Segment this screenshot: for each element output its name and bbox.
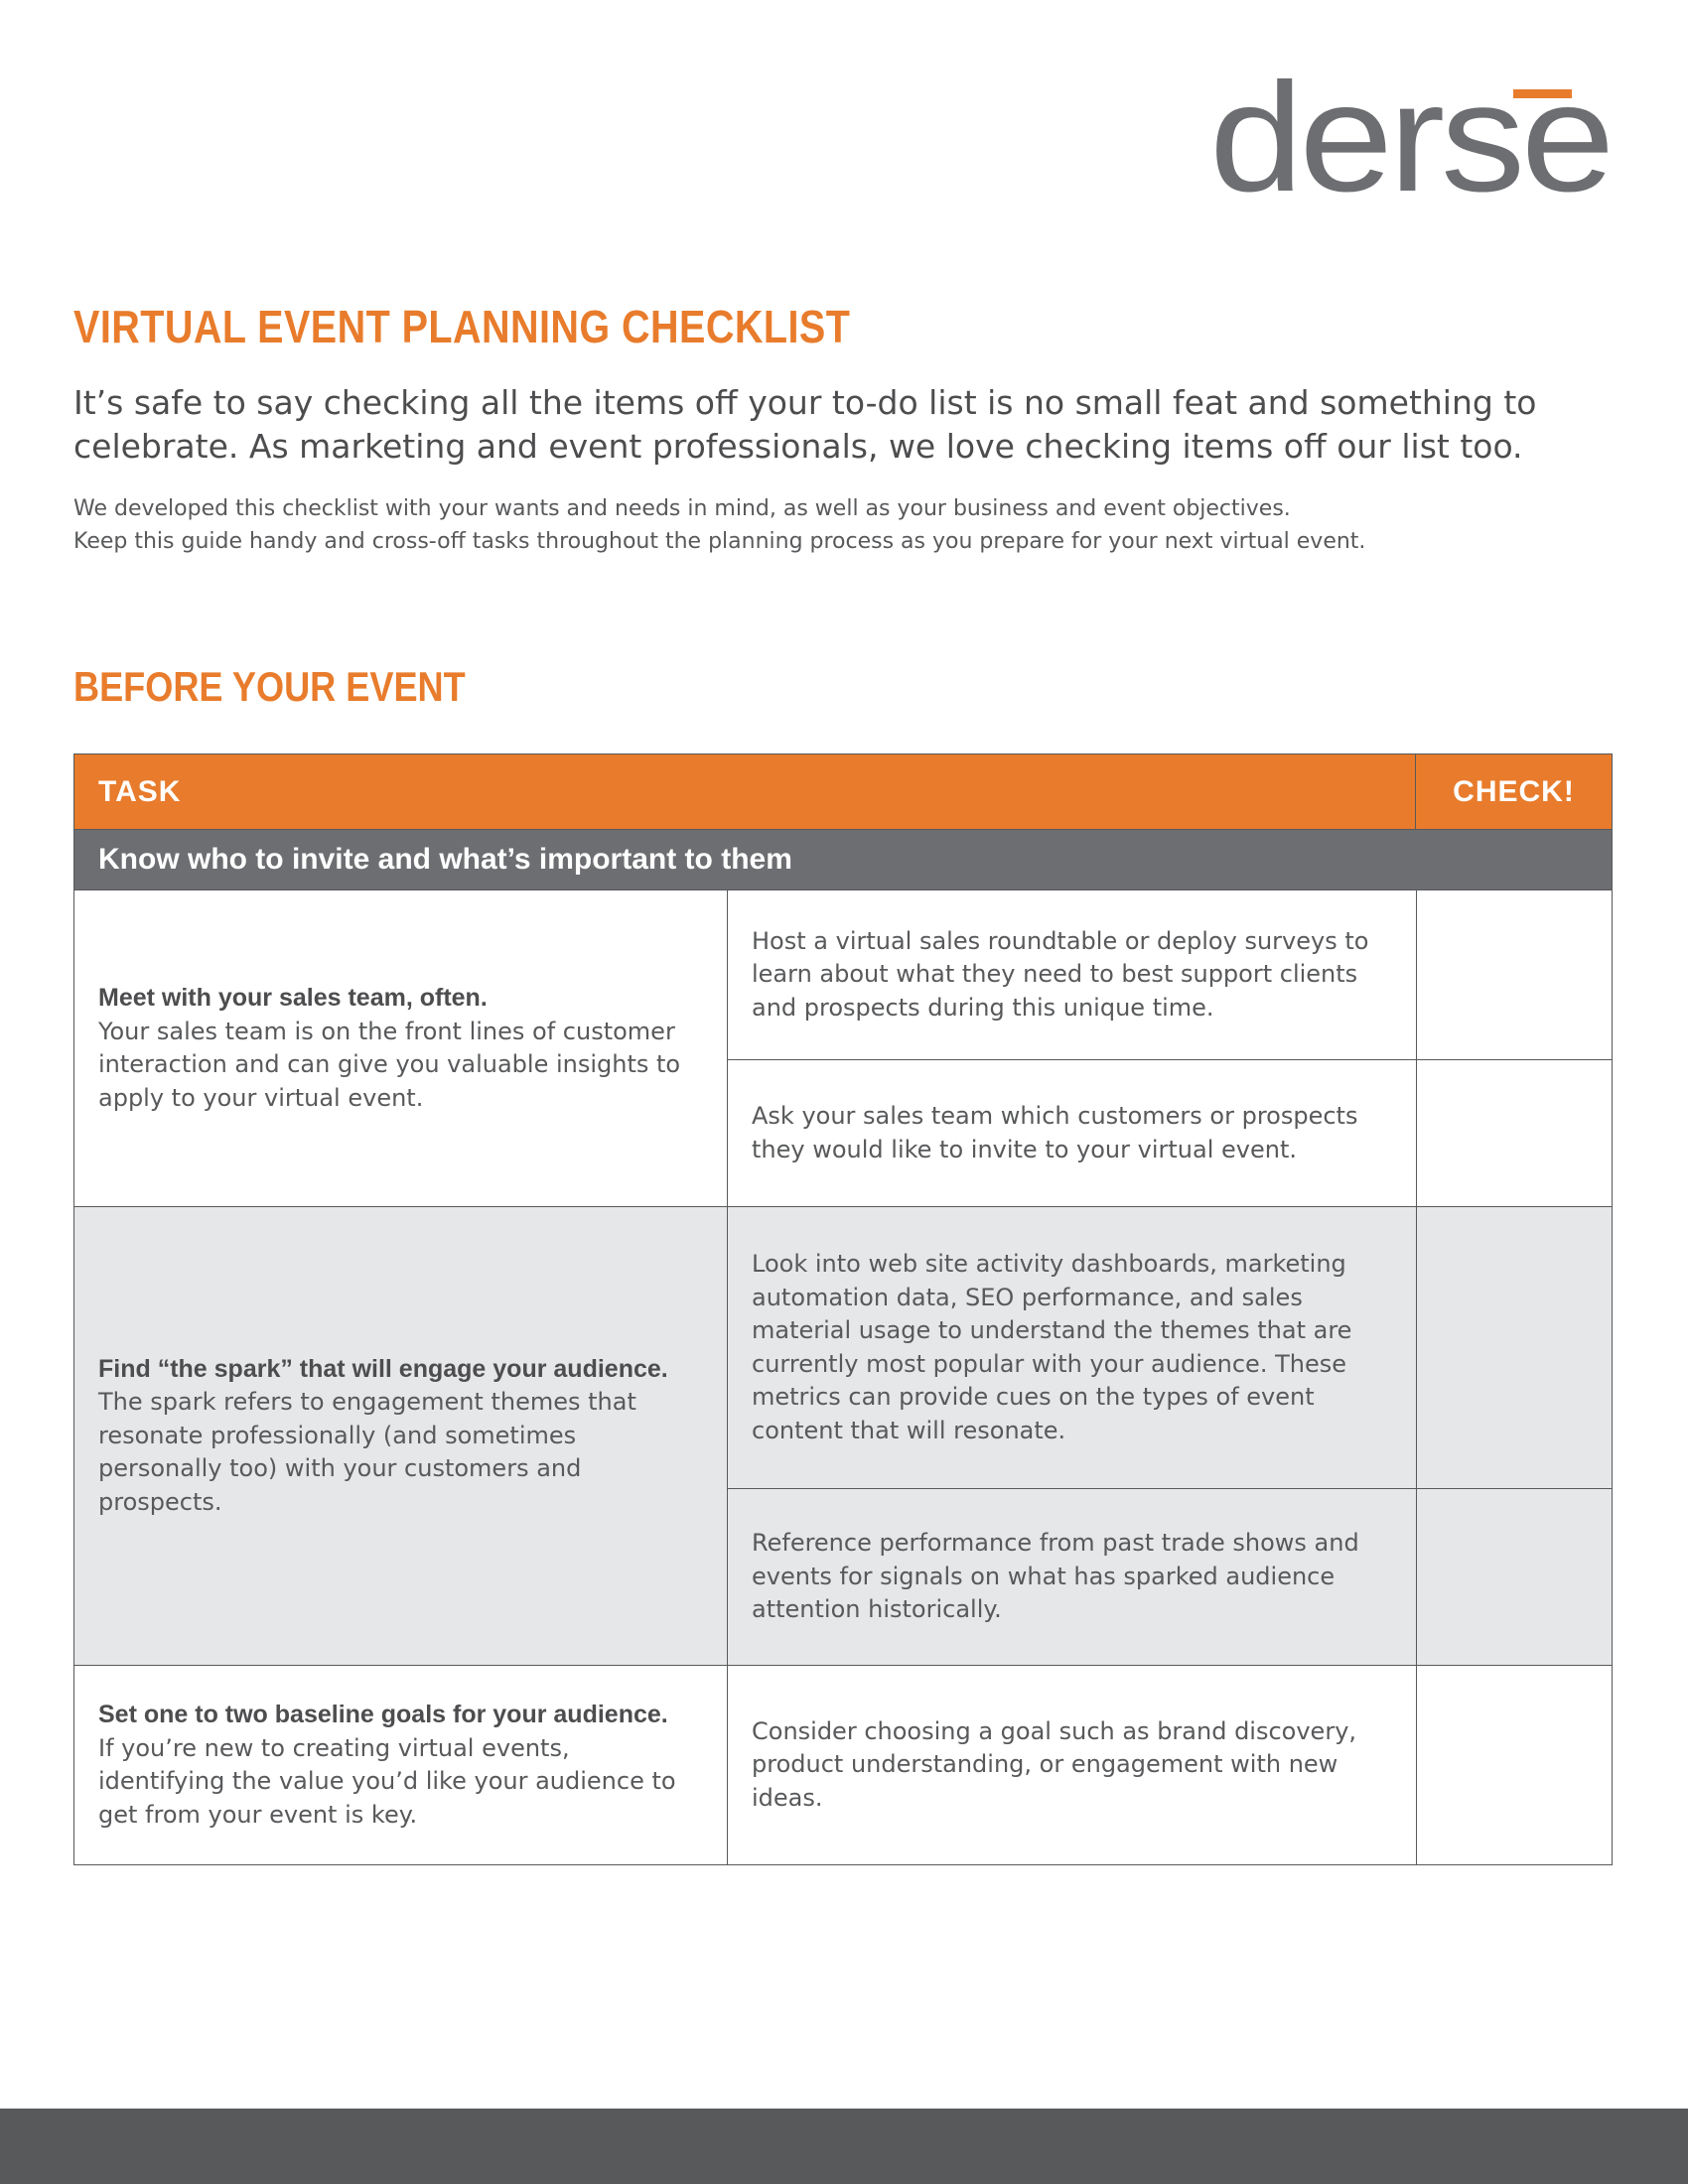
task-item-text: Ask your sales team which customers or prospects they would like to invite to your virtual event.	[752, 1102, 1358, 1163]
intro-line-2: Keep this guide handy and cross-off tasks throughout the planning process as you prepare for your next virtual event.	[73, 529, 1366, 554]
task-items	[728, 1666, 1612, 1864]
group-label: Know who to invite and what’s important to them	[74, 830, 1612, 890]
task-body: If you’re new to creating virtual events, identifying the value you’d like your audience to get from your event is key.	[98, 1733, 676, 1829]
task-item-text: Look into web site activity dashboards, marketing automation data, SEO performance, and sales material usage to understand the themes that are currently most popular with your audience. These metrics can provide cues on the types of event content that will resonate.	[752, 1250, 1352, 1444]
section-title: BEFORE YOUR EVENT	[73, 663, 466, 710]
header-check: CHECK!	[1415, 754, 1612, 829]
check-box[interactable]	[1416, 1207, 1612, 1488]
check-box[interactable]	[1416, 1489, 1612, 1665]
task-heading: Set one to two baseline goals for your audience.	[98, 1701, 668, 1728]
task-item	[728, 1207, 1612, 1489]
task-item-text: Reference performance from past trade shows and events for signals on what has sparked audience attention historically.	[752, 1529, 1359, 1624]
checklist-table	[73, 753, 1613, 1865]
check-box[interactable]	[1416, 1666, 1612, 1864]
task-item-text: Host a virtual sales roundtable or deploy surveys to learn about what they need to best support clients and prospects during this unique time.	[752, 926, 1369, 1022]
task-description	[74, 1207, 728, 1665]
task-body: Your sales team is on the front lines of customer interaction and can give you valuable insights to apply to your virtual event.	[98, 1017, 681, 1112]
task-item	[728, 1489, 1612, 1665]
derse-logo	[1196, 52, 1613, 210]
header-task: TASK	[98, 774, 182, 808]
task-item	[728, 890, 1612, 1060]
lead-paragraph: It’s safe to say checking all the items off your to-do list is no small feat and something to celebrate. As marketing and event professionals, we love checking items off our list too.	[73, 383, 1537, 466]
page-title: VIRTUAL EVENT PLANNING CHECKLIST	[73, 301, 851, 352]
task-item	[728, 1666, 1612, 1864]
task-description	[74, 890, 728, 1206]
task-item	[728, 1060, 1612, 1206]
task-description	[74, 1666, 728, 1864]
check-box[interactable]	[1416, 1060, 1612, 1206]
table-row	[74, 1207, 1612, 1666]
intro-paragraph	[73, 492, 1622, 558]
task-item-text: Consider choosing a goal such as brand discovery, product understanding, or engagement with new ideas.	[752, 1716, 1357, 1812]
table-row	[74, 1666, 1612, 1864]
footer-bar	[0, 2109, 1688, 2184]
task-heading: Meet with your sales team, often.	[98, 984, 488, 1012]
intro-line-1: We developed this checklist with your wants and needs in mind, as well as your business and event objectives.	[73, 496, 1291, 521]
task-heading: Find “the spark” that will engage your audience.	[98, 1354, 668, 1383]
logo-wordmark: derse	[1209, 52, 1611, 210]
table-row	[74, 890, 1612, 1207]
check-box[interactable]	[1416, 890, 1612, 1059]
task-items	[728, 890, 1612, 1206]
task-body: The spark refers to engagement themes that resonate professionally (and sometimes personally too) with your customers and prospects.	[98, 1388, 636, 1516]
table-header	[74, 754, 1612, 830]
task-items	[728, 1207, 1612, 1665]
